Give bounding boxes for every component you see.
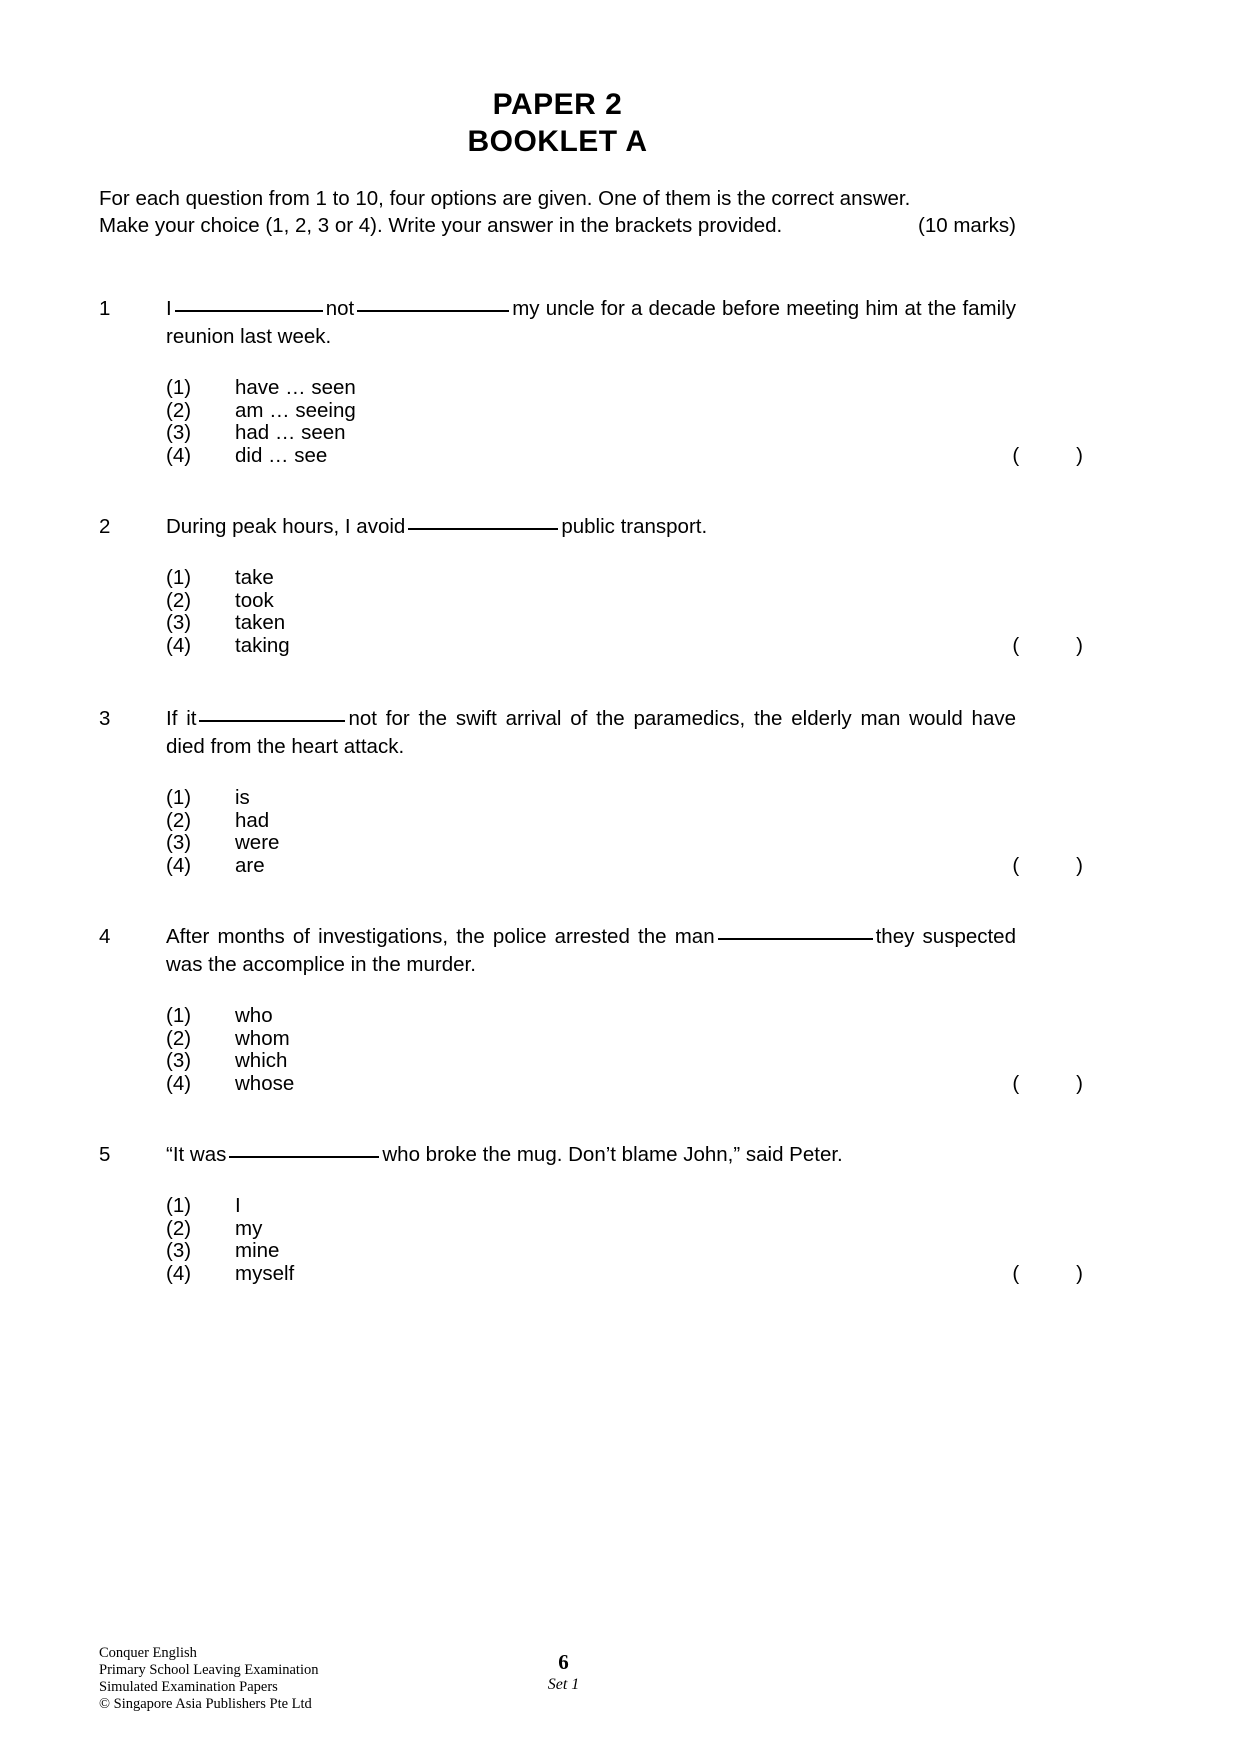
option-item[interactable]	[166, 1240, 1016, 1263]
stem-text-part1: During peak hours, I avoid	[166, 515, 406, 538]
instruction-text-2: Make your choice (1, 2, 3 or 4). Write your answer in the brackets provided.	[99, 214, 783, 237]
answer-bracket[interactable]: ( )	[1012, 443, 1083, 467]
option-number: (2)	[166, 808, 192, 832]
option-item[interactable]	[166, 612, 1016, 635]
question-body	[166, 923, 1083, 1095]
question-number: 4	[99, 925, 111, 948]
option-number: (1)	[166, 566, 192, 589]
stem-text-part2: not	[325, 297, 355, 320]
options-list	[166, 376, 1083, 467]
stem-text-part2: who broke the mug. Don’t blame John,” said Peter.	[382, 1143, 843, 1166]
option-number: (1)	[166, 1004, 192, 1027]
option-number: (1)	[166, 786, 192, 809]
option-label: took	[235, 588, 274, 612]
stem-text-part2: not for the swift arrival of the paramedics, the elderly man would have died from the heart attack.	[166, 707, 1016, 758]
option-item[interactable]	[166, 567, 1016, 590]
option-label: are	[235, 853, 265, 877]
stem-text-part1: After months of investigations, the police arrested the man	[166, 925, 715, 948]
option-item[interactable]	[166, 422, 1016, 445]
page-content	[99, 86, 1083, 1285]
question-number: 2	[99, 515, 111, 538]
set-label: Set 1	[547, 1676, 580, 1693]
page-title	[99, 86, 1016, 160]
option-number: (3)	[166, 421, 192, 444]
question-number: 3	[99, 707, 111, 730]
options-list	[166, 1004, 1083, 1095]
option-item[interactable]	[166, 855, 1016, 878]
question-body	[166, 1141, 1083, 1285]
option-label: myself	[235, 1261, 295, 1285]
option-number: (1)	[166, 376, 192, 399]
option-label: taking	[235, 633, 290, 657]
footer-copyright: © Singapore Asia Publishers Pte Ltd	[99, 1696, 312, 1712]
option-label: whom	[235, 1026, 290, 1050]
options-list	[166, 786, 1083, 877]
option-item[interactable]	[166, 590, 1016, 613]
option-label: my	[235, 1216, 263, 1240]
question-number: 1	[99, 297, 111, 320]
option-item[interactable]	[166, 1028, 1016, 1051]
answer-blank[interactable]	[229, 1156, 379, 1158]
option-item[interactable]	[166, 635, 1016, 658]
option-label: had	[235, 808, 270, 832]
option-label: is	[235, 786, 250, 809]
answer-blank[interactable]	[408, 528, 558, 530]
option-label: mine	[235, 1239, 280, 1262]
question-item	[99, 1141, 1083, 1285]
option-item[interactable]	[166, 1005, 1016, 1028]
question-stem	[166, 513, 1016, 541]
option-number: (3)	[166, 611, 192, 634]
option-item[interactable]	[166, 377, 1016, 400]
stem-text-part1: I	[166, 297, 172, 320]
option-label: I	[235, 1194, 241, 1217]
option-label: am … seeing	[235, 398, 356, 422]
stem-text-part1: If it	[166, 707, 197, 730]
instruction-text-1: For each question from 1 to 10, four options are given. One of them is the correct answer.	[99, 187, 911, 210]
footer-line-2: Primary School Leaving Examination	[99, 1662, 319, 1678]
question-item	[99, 705, 1083, 877]
option-item[interactable]	[166, 832, 1016, 855]
page-footer	[99, 1645, 1016, 1725]
instruction-line-2	[99, 212, 1016, 239]
answer-bracket[interactable]: ( )	[1012, 1261, 1083, 1285]
question-item	[99, 513, 1083, 657]
option-number: (4)	[166, 633, 192, 657]
question-stem	[166, 923, 1016, 979]
option-item[interactable]	[166, 1263, 1016, 1286]
option-number: (4)	[166, 443, 192, 467]
question-body	[166, 705, 1083, 877]
question-item	[99, 923, 1083, 1095]
option-label: taken	[235, 611, 286, 634]
option-label: take	[235, 566, 274, 589]
option-number: (2)	[166, 398, 192, 422]
question-body	[166, 513, 1083, 657]
answer-bracket[interactable]: ( )	[1012, 633, 1083, 657]
answer-blank[interactable]	[718, 938, 873, 940]
footer-line-3: Simulated Examination Papers	[99, 1679, 278, 1695]
option-number: (3)	[166, 1239, 192, 1262]
option-label: were	[235, 831, 280, 854]
option-label: which	[235, 1049, 288, 1072]
option-item[interactable]	[166, 1073, 1016, 1096]
footer-center-block	[111, 1650, 1016, 1696]
option-item[interactable]	[166, 1195, 1016, 1218]
stem-text-part2: public transport.	[561, 515, 708, 538]
answer-blank[interactable]	[175, 310, 323, 312]
option-number: (4)	[166, 1261, 192, 1285]
paper-title-line2: BOOKLET A	[467, 125, 648, 158]
option-label: have … seen	[235, 376, 356, 399]
option-label: had … seen	[235, 421, 346, 444]
stem-text-part2: they suspected was the accomplice in the murder.	[166, 925, 1016, 976]
option-item[interactable]	[166, 400, 1016, 423]
option-item[interactable]	[166, 1050, 1016, 1073]
option-number: (2)	[166, 1026, 192, 1050]
option-number: (4)	[166, 853, 192, 877]
marks-label: (10 marks)	[918, 214, 1016, 237]
answer-bracket[interactable]: ( )	[1012, 853, 1083, 877]
instruction-line-1	[99, 185, 1016, 212]
option-label: whose	[235, 1071, 295, 1095]
option-number: (2)	[166, 1216, 192, 1240]
options-list	[166, 1194, 1083, 1285]
question-stem	[166, 705, 1016, 761]
option-item[interactable]	[166, 787, 1016, 810]
option-item[interactable]	[166, 1218, 1016, 1241]
question-stem	[166, 1141, 1016, 1169]
questions-list	[99, 295, 1083, 1285]
question-stem	[166, 295, 1016, 351]
stem-text-part3: my uncle for a decade before meeting him at the family reunion last week.	[166, 297, 1016, 348]
paper-title-line1: PAPER 2	[492, 88, 623, 121]
option-number: (2)	[166, 588, 192, 612]
question-body	[166, 295, 1083, 467]
option-item[interactable]	[166, 445, 1016, 468]
footer-line-1: Conquer English	[99, 1645, 197, 1661]
instructions-block	[99, 185, 1016, 239]
option-number: (3)	[166, 831, 192, 854]
option-item[interactable]	[166, 810, 1016, 833]
answer-blank[interactable]	[199, 720, 345, 722]
option-number: (3)	[166, 1049, 192, 1072]
question-number: 5	[99, 1143, 111, 1166]
stem-text-part1: “It was	[166, 1143, 227, 1166]
question-item	[99, 295, 1083, 467]
option-number: (1)	[166, 1194, 192, 1217]
page-number: 6	[558, 1650, 569, 1674]
option-label: did … see	[235, 443, 328, 467]
option-label: who	[235, 1004, 273, 1027]
option-number: (4)	[166, 1071, 192, 1095]
options-list	[166, 566, 1083, 657]
answer-blank[interactable]	[357, 310, 509, 312]
answer-bracket[interactable]: ( )	[1012, 1071, 1083, 1095]
